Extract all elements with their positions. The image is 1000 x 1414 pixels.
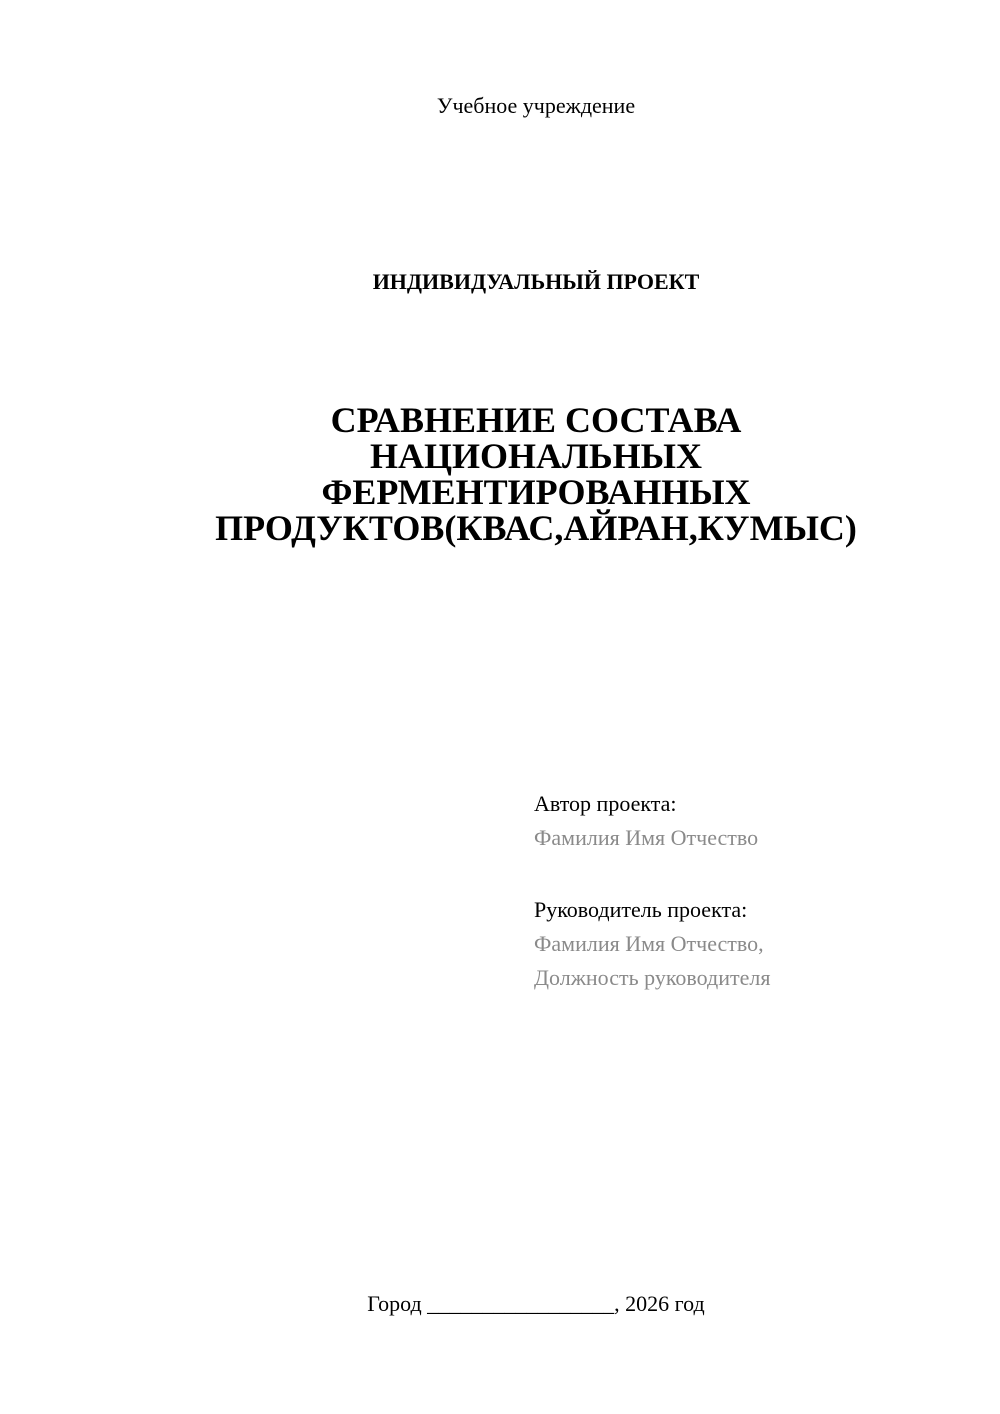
supervisor-block — [534, 893, 954, 995]
project-title-line: ПРОДУКТОВ(КВАС,АЙРАН,КУМЫС) — [215, 508, 857, 548]
supervisor-position-placeholder: Должность руководителя — [534, 965, 771, 990]
project-title-line: НАЦИОНАЛЬНЫХ — [370, 436, 702, 476]
author-block — [534, 787, 954, 855]
institution-name: Учебное учреждение — [436, 93, 636, 118]
supervisor-label: Руководитель проекта: — [534, 897, 748, 922]
author-name-placeholder: Фамилия Имя Отчество — [534, 825, 759, 850]
supervisor-name-placeholder: Фамилия Имя Отчество, — [534, 931, 764, 956]
project-title — [120, 402, 952, 546]
project-title-line: ФЕРМЕНТИРОВАННЫХ — [321, 472, 751, 512]
author-label: Автор проекта: — [534, 791, 677, 816]
document-type: ИНДИВИДУАЛЬНЫЙ ПРОЕКТ — [372, 269, 700, 294]
project-title-line: СРАВНЕНИЕ СОСТАВА — [330, 400, 742, 440]
city-year-line: Город _________________, 2026 год — [367, 1291, 705, 1316]
